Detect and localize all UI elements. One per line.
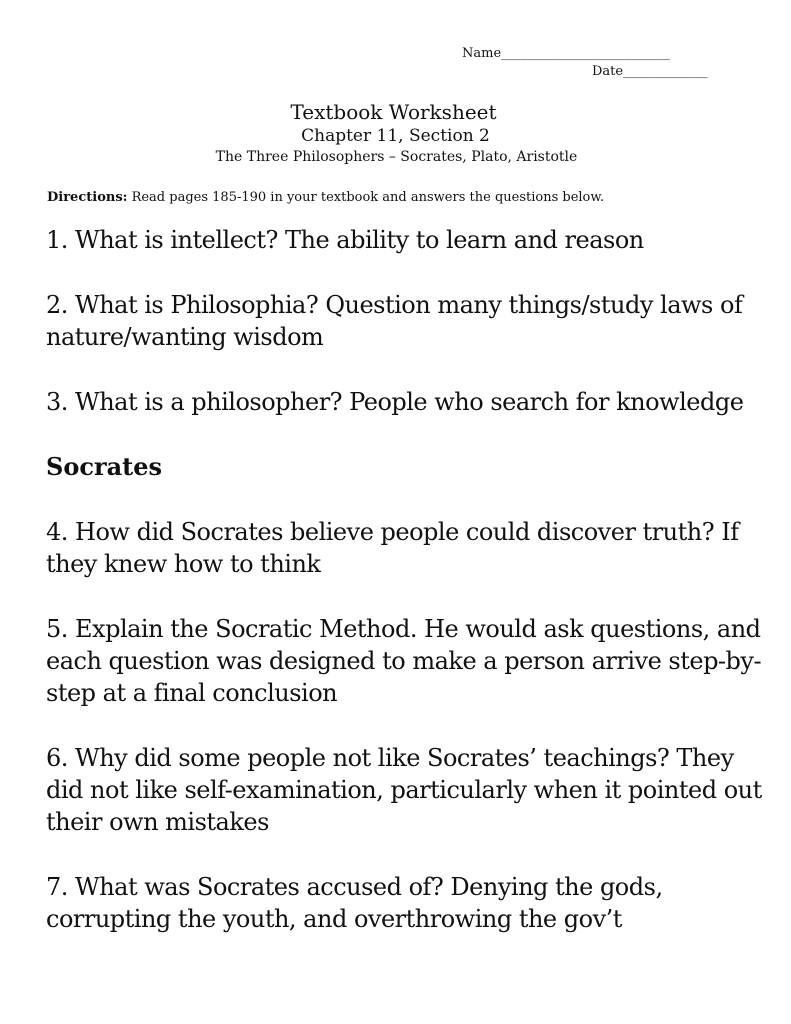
question-3: 3. What is a philosopher? People who search for knowledge [46,388,744,416]
question-4: 4. How did Socrates believe people could discover truth? If they knew how to think [46,518,739,578]
directions-text: Read pages 185-190 in your textbook and answers the questions below. [127,190,605,205]
chapter-section: Chapter 11, Section 2 [301,126,490,146]
question-1: 1. What is intellect? The ability to learn and reason [46,226,644,254]
section-heading: Socrates [46,452,163,481]
question-6: 6. Why did some people not like Socrates’ teachings? They did not like self-examination, particularly when it pointed out their own mistakes [46,744,762,836]
question-7: 7. What was Socrates accused of? Denying the gods, corrupting the youth, and overthrowing the gov’t [46,873,663,933]
directions [47,190,604,205]
question-5: 5. Explain the Socratic Method. He would ask questions, and each question was designed to make a person arrive step-by-step at a final conclusion [46,615,762,707]
worksheet-subtitle: The Three Philosophers – Socrates, Plato, Aristotle [215,149,578,165]
date-field-label: Date_____________ [592,64,708,79]
worksheet-title: Textbook Worksheet [290,100,497,124]
questions-list [46,224,766,935]
directions-label: Directions: [47,190,128,205]
name-field-label: Name__________________________ [462,46,671,61]
worksheet-header [0,99,791,167]
question-2: 2. What is Philosophia? Question many things/study laws of nature/wanting wisdom [46,291,743,351]
